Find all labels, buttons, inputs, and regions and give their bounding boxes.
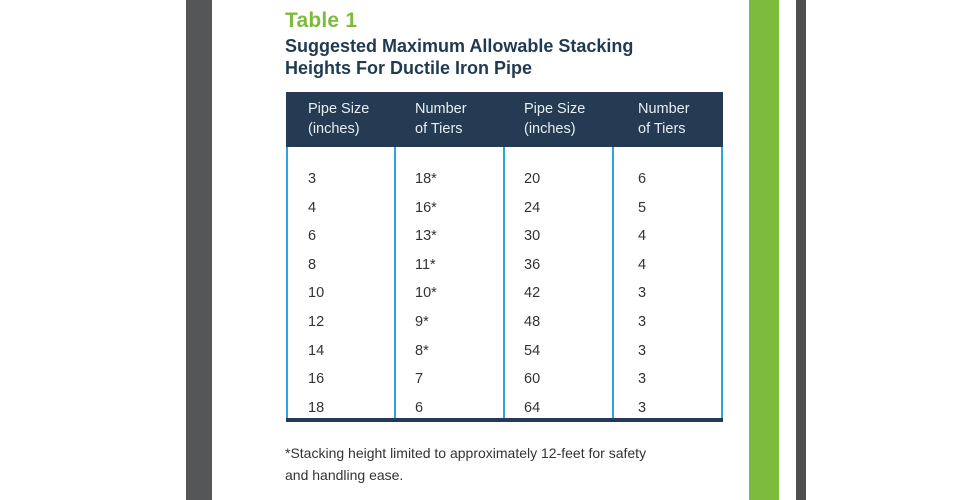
tiers-cell: 16* — [415, 199, 437, 216]
left-frame-bar — [186, 0, 212, 500]
header-text: Pipe Size — [308, 101, 370, 117]
table-row — [286, 279, 723, 307]
pipe-size-cell: 10 — [308, 285, 325, 302]
table-title-line-1: Suggested Maximum Allowable Stacking — [285, 36, 634, 56]
tiers-cell: 3 — [638, 371, 647, 388]
tiers-cell: 10* — [415, 285, 437, 302]
tiers-cell: 9* — [415, 314, 429, 330]
right-frame-bar — [796, 0, 806, 500]
pipe-size-cell: 48 — [524, 314, 541, 330]
pipe-size-cell: 24 — [524, 199, 541, 216]
tiers-cell: 5 — [638, 199, 647, 216]
pipe-size-cell: 4 — [308, 199, 317, 216]
pipe-size-cell: 3 — [308, 171, 317, 187]
pipe-size-cell: 14 — [308, 342, 325, 359]
tiers-cell: 8* — [415, 342, 429, 359]
table-bottom-rule — [286, 418, 723, 422]
table-label: Table 1 — [285, 9, 358, 32]
pipe-size-cell: 12 — [308, 314, 325, 330]
pipe-size-cell: 8 — [308, 256, 317, 273]
pipe-size-cell: 54 — [524, 342, 541, 359]
table-title-line-2: Heights For Ductile Iron Pipe — [285, 58, 533, 78]
pipe-size-cell: 36 — [524, 256, 541, 273]
tiers-cell: 7 — [415, 371, 424, 388]
tiers-cell: 6 — [415, 399, 424, 416]
table-row — [286, 308, 723, 336]
tiers-cell: 3 — [638, 399, 647, 416]
header-text: of Tiers — [415, 121, 463, 137]
pipe-size-cell: 60 — [524, 371, 541, 388]
header-text: Pipe Size — [524, 101, 586, 117]
table-row — [286, 194, 723, 222]
header-number-of-tiers-1 — [415, 99, 467, 139]
tiers-cell: 3 — [638, 314, 647, 330]
table-row — [286, 165, 723, 193]
tiers-cell: 13* — [415, 228, 437, 245]
tiers-cell: 6 — [638, 171, 647, 187]
pipe-size-cell: 16 — [308, 371, 325, 388]
pipe-size-cell: 30 — [524, 228, 541, 245]
header-text: Number — [638, 101, 690, 117]
document-page — [212, 0, 749, 500]
footnote-line-1: *Stacking height limited to approximately 12-feet for safety — [285, 445, 647, 461]
header-text: of Tiers — [638, 121, 686, 137]
table-row — [286, 251, 723, 279]
header-pipe-size-1 — [308, 99, 369, 139]
tiers-cell: 11* — [415, 256, 436, 273]
green-accent-bar — [749, 0, 779, 500]
table-row — [286, 337, 723, 365]
pipe-size-cell: 64 — [524, 399, 541, 416]
header-number-of-tiers-2 — [638, 99, 690, 139]
table-title — [285, 35, 633, 79]
tiers-cell: 4 — [638, 256, 647, 273]
tiers-cell: 18* — [415, 171, 437, 187]
header-text: Number — [415, 101, 467, 117]
pipe-size-cell: 20 — [524, 171, 541, 187]
table-row — [286, 365, 723, 393]
tiers-cell: 4 — [638, 228, 647, 245]
header-text: (inches) — [308, 121, 360, 137]
footnote-line-2: and handling ease. — [285, 467, 404, 483]
pipe-size-cell: 42 — [524, 285, 541, 302]
tiers-cell: 3 — [638, 342, 647, 359]
table-header — [286, 92, 723, 147]
pipe-size-cell: 18 — [308, 399, 325, 416]
header-text: (inches) — [524, 121, 576, 137]
tiers-cell: 3 — [638, 285, 647, 302]
pipe-size-cell: 6 — [308, 228, 317, 245]
stacking-table — [286, 92, 723, 422]
table-row — [286, 222, 723, 250]
header-pipe-size-2 — [524, 99, 585, 139]
footnote — [285, 442, 725, 486]
